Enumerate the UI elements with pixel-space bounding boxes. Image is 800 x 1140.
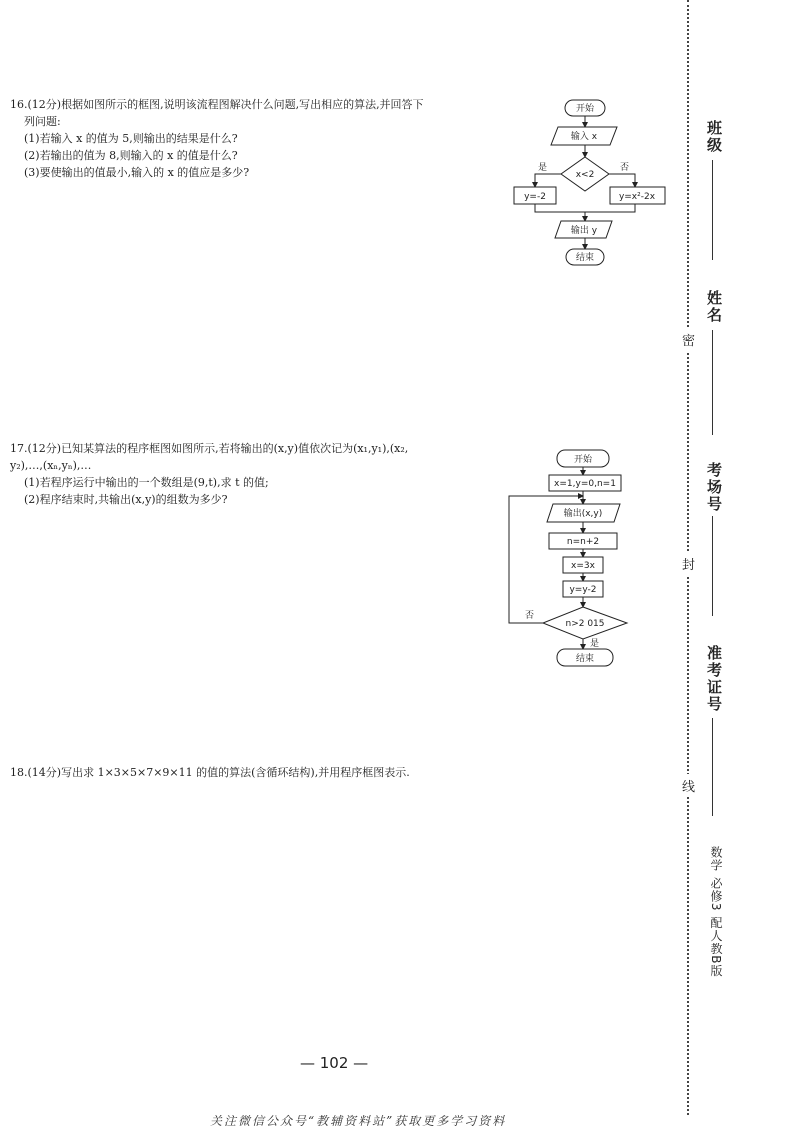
question-18-stem: 18.(14分)写出求 1×3×5×7×9×11 的值的算法(含循环结构),并用程序框图表示. [10,766,410,779]
flow17-no-label: 否 [525,611,535,621]
question-16 [10,96,424,181]
question-17-part-2: (2)程序结束时,共输出(x,y)的组数为多少? [24,493,228,506]
flow17-step-y-text: y=y-2 [569,585,597,595]
flow16-end-text: 结束 [575,253,595,263]
page-number: — 102 — [300,1054,369,1072]
flow17-end-text: 结束 [575,654,595,664]
flow17-step-x-text: x=3x [571,561,595,571]
question-17 [10,440,408,508]
flow17-init-text: x=1,y=0,n=1 [554,479,616,489]
exam-id-fill-line[interactable] [712,718,713,816]
flow16-yes-label: 是 [538,163,548,173]
room-label: 考场号 [705,462,723,513]
flow16-no-label: 否 [620,163,630,173]
flow16-no-process-text: y=x²-2x [618,192,656,202]
flow17-start-text: 开始 [573,455,593,465]
question-16-stem: 16.(12分)根据如图所示的框图,说明该流程图解决什么问题,写出相应的算法,并回答下 [10,98,424,111]
question-17-stem: 17.(12分)已知某算法的程序框图如图所示,若将输出的(x,y)值依次记为(x₁,y₁),(x₂, [10,442,409,455]
question-16-part-1: (1)若输入 x 的值为 5,则输出的结果是什么? [24,132,238,145]
seal-mark-feng: 封 [682,552,695,575]
flow16-start-text: 开始 [575,104,595,114]
flow16-yes-process-text: y=-2 [524,192,546,202]
flow17-output-text: 输出(x,y) [563,509,603,519]
name-label: 姓名 [705,290,723,324]
flow16-input-text: 输入 x [570,132,598,142]
question-16-stem-cont: 列问题: [24,115,61,128]
name-fill-line[interactable] [712,330,713,435]
class-fill-line[interactable] [712,160,713,260]
question-17-part-1: (1)若程序运行中输出的一个数组是(9,t),求 t 的值; [24,476,269,489]
seal-mark-xian: 线 [682,774,695,797]
flow16-decision-text: x<2 [575,170,595,180]
question-16-part-2: (2)若输出的值为 8,则输入的 x 的值是什么? [24,149,238,162]
exam-id-label: 准考证号 [705,645,723,713]
question-18 [10,764,410,781]
class-label: 班级 [705,120,723,154]
seal-mark-mi: 密 [682,328,695,351]
flow17-decision-text: n>2 015 [565,619,605,629]
flowchart-17 [505,445,645,675]
flow17-yes-label: 是 [590,639,600,649]
flowchart-16 [505,95,675,275]
room-fill-line[interactable] [712,516,713,616]
question-17-stem-cont: y₂),…,(xₙ,yₙ),… [10,459,92,472]
subject-label: 数学 必修3 配人教B版 [709,846,723,978]
flow17-step-n-text: n=n+2 [566,537,600,547]
flow16-output-text: 输出 y [570,226,598,236]
question-16-part-3: (3)要使输出的值最小,输入的 x 的值应是多少? [24,166,250,179]
footer-note: 关注微信公众号“教辅资料站”获取更多学习资料 [210,1114,507,1128]
